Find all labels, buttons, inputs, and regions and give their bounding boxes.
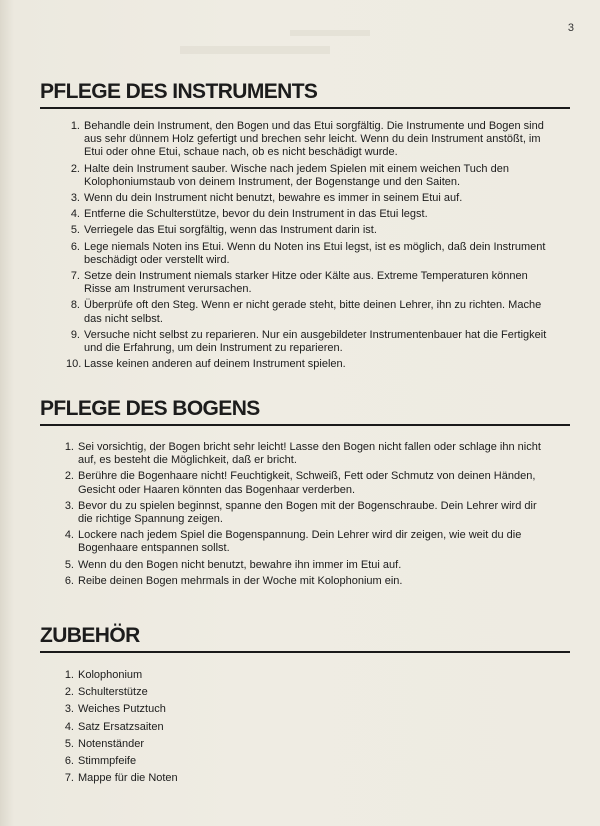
list-item — [66, 224, 552, 237]
item-text: Wenn du dein Instrument nicht benutzt, bewahre es immer in seinem Etui auf. — [84, 192, 463, 205]
list-item — [60, 470, 552, 496]
item-text: Weiches Putztuch — [78, 703, 166, 716]
list-item — [60, 721, 360, 734]
item-number: 8. — [70, 299, 80, 312]
page-number: 3 — [567, 22, 574, 34]
item-number: 3. — [64, 499, 74, 512]
item-number: 5. — [64, 558, 74, 571]
item-number: 7. — [70, 270, 80, 283]
list-item — [66, 120, 552, 160]
item-text: Berühre die Bogenhaare nicht! Feuchtigkeit, Schweiß, Fett oder Schmutz von deinen Händen, Gesicht oder Haaren könnten das Bogenhaar verderben. — [78, 470, 536, 496]
item-number: 4. — [64, 529, 74, 542]
item-number: 10. — [66, 358, 82, 371]
list-item — [66, 270, 552, 296]
list-item — [66, 358, 552, 371]
list-item — [60, 772, 360, 785]
list-item — [60, 703, 360, 716]
section-title-bow-care: PFLEGE DES BOGENS — [40, 397, 570, 426]
item-text: Setze dein Instrument niemals starker Hitze oder Kälte aus. Extreme Temperaturen können Risse am Instrument verursachen. — [84, 270, 528, 296]
item-text: Halte dein Instrument sauber. Wische nach jedem Spielen mit einem weichen Tuch den Kolophoniumstaub von deinem Instrument, der Bogenstange und den Saiten. — [84, 162, 509, 188]
item-number: 6. — [64, 574, 74, 587]
item-text: Lockere nach jedem Spiel die Bogenspannung. Dein Lehrer wird dir zeigen, wie weit du die Bogenhaare entspannen sollst. — [78, 529, 522, 555]
item-number: 3. — [64, 703, 74, 716]
bleed-through-mark — [290, 30, 370, 36]
section-title-accessories: ZUBEHÖR — [40, 624, 570, 653]
list-item — [66, 163, 552, 189]
item-text: Lege niemals Noten ins Etui. Wenn du Noten ins Etui legst, ist es möglich, daß dein Instrument beschädigt oder verstellt wird. — [84, 240, 546, 266]
list-item — [60, 669, 360, 682]
item-number: 5. — [64, 737, 74, 750]
list-item — [60, 686, 360, 699]
item-number: 9. — [70, 328, 80, 341]
item-number: 3. — [70, 192, 80, 205]
item-number: 4. — [70, 208, 80, 221]
list-item — [60, 529, 552, 555]
item-number: 6. — [64, 754, 74, 767]
item-text: Satz Ersatzsaiten — [78, 720, 164, 733]
item-number: 6. — [70, 240, 80, 253]
item-number: 7. — [64, 772, 74, 785]
item-number: 5. — [70, 224, 80, 237]
list-item — [60, 500, 552, 526]
list-item — [66, 208, 552, 221]
item-text: Notenständer — [78, 737, 145, 750]
item-text: Kolophonium — [78, 669, 143, 681]
item-text: Reibe deinen Bogen mehrmals in der Woche mit Kolophonium ein. — [78, 574, 403, 587]
bleed-through-mark — [180, 46, 330, 54]
section-title-instrument-care: PFLEGE DES INSTRUMENTS — [40, 80, 570, 109]
item-number: 1. — [64, 441, 74, 453]
item-text: Behandle dein Instrument, den Bogen und das Etui sorgfältig. Die Instrumente und Bogen sind aus sehr dünnem Holz gefertigt und brechen sehr leicht. Wenn du dein Instrument anstößt, im Etui oder ohne Etui, schaue nach, ob es nicht beschädigt wurde. — [84, 120, 544, 159]
item-number: 2. — [64, 686, 74, 699]
instrument-care-list — [66, 120, 552, 374]
accessories-list — [60, 669, 360, 789]
item-text: Mappe für die Noten — [78, 772, 178, 785]
item-text: Überprüfe oft den Steg. Wenn er nicht gerade steht, bitte deinen Lehrer, ihn zu richten. Mache das nicht selbst. — [84, 299, 542, 325]
item-number: 1. — [64, 669, 74, 681]
item-text: Versuche nicht selbst zu reparieren. Nur ein ausgebildeter Instrumentenbauer hat die Fertigkeit und die Erfahrung, um dein Instrument zu reparieren. — [84, 328, 547, 355]
item-text: Schulterstütze — [78, 686, 148, 699]
item-text: Wenn du den Bogen nicht benutzt, bewahre ihn immer im Etui auf. — [78, 558, 402, 571]
item-number: 4. — [64, 720, 74, 733]
item-text: Bevor du zu spielen beginnst, spanne den Bogen mit der Bogenschraube. Dein Lehrer wird dir die richtige Spannung zeigen. — [78, 499, 537, 526]
list-item — [60, 441, 552, 467]
item-number: 2. — [70, 162, 80, 175]
list-item — [66, 299, 552, 325]
list-item — [66, 192, 552, 205]
item-number: 1. — [70, 120, 80, 132]
item-number: 2. — [64, 470, 74, 483]
bow-care-list — [60, 441, 552, 591]
list-item — [66, 329, 552, 355]
list-item — [66, 241, 552, 267]
item-text: Stimmpfeife — [78, 754, 137, 767]
list-item — [60, 559, 552, 572]
list-item — [60, 738, 360, 751]
item-text: Entferne die Schulterstütze, bevor du dein Instrument in das Etui legst. — [84, 208, 428, 221]
item-text: Sei vorsichtig, der Bogen bricht sehr leicht! Lasse den Bogen nicht fallen oder schlage ihn nicht auf, es besteht die Möglichkeit, daß er bricht. — [78, 441, 541, 467]
item-text: Lasse keinen anderen auf deinem Instrument spielen. — [84, 358, 346, 371]
list-item — [60, 575, 552, 588]
item-text: Verriegele das Etui sorgfältig, wenn das Instrument darin ist. — [84, 224, 377, 237]
list-item — [60, 755, 360, 768]
